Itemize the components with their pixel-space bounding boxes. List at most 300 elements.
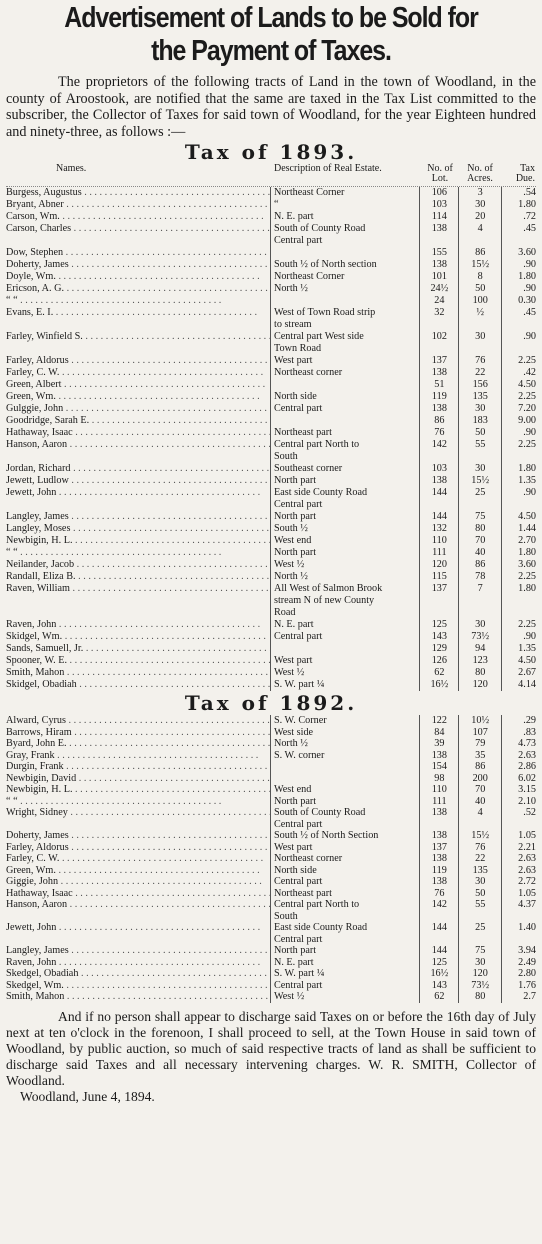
acres: 15½: [458, 830, 501, 842]
owner-name: [6, 980, 270, 992]
owner-name-text: Farley, Winfield S. . . .: [6, 331, 270, 342]
table-row: [6, 583, 536, 619]
tax-due: 1.40: [501, 922, 536, 945]
owner-name-text: Jewett, John . . .: [6, 487, 260, 498]
table-row: [6, 331, 536, 355]
lot-number: 86: [419, 415, 458, 427]
tax-due: .29: [501, 715, 536, 727]
owner-name-text: Hathaway, Isaac . . .: [6, 888, 270, 899]
estate-description: Central part: [270, 980, 419, 992]
tax-due: 3.60: [501, 247, 536, 259]
collector-signature: W. R. SMITH, Collector of Woodland.: [6, 1056, 536, 1088]
lot-number: 138: [419, 830, 458, 842]
owner-name: [6, 367, 270, 379]
tax-due: 4.37: [501, 899, 536, 922]
tax-due: .45: [501, 307, 536, 331]
estate-description: S. W. part ¼: [270, 968, 419, 980]
lot-number: 142: [419, 899, 458, 922]
table-row: [6, 211, 536, 223]
estate-description: North side: [270, 391, 419, 403]
acres: 15½: [458, 475, 501, 487]
estate-description: West part: [270, 355, 419, 367]
lot-number: 103: [419, 463, 458, 475]
tax-due: 2.25: [501, 391, 536, 403]
table-row: [6, 865, 536, 877]
lot-number: 16½: [419, 968, 458, 980]
lot-number: 137: [419, 355, 458, 367]
acres: 86: [458, 761, 501, 773]
owner-name: [6, 379, 270, 391]
owner-name-text: Langley, James . . .: [6, 511, 270, 522]
lot-number: 119: [419, 865, 458, 877]
tax-due: 3.60: [501, 559, 536, 571]
tax-due: 1.80: [501, 271, 536, 283]
estate-description: Northeast part: [270, 427, 419, 439]
lot-number: 101: [419, 271, 458, 283]
table-row: [6, 643, 536, 655]
estate-description: West end: [270, 784, 419, 796]
owner-name-text: Green, Albert . . .: [6, 379, 265, 390]
table-row: [6, 968, 536, 980]
tax-due: .45: [501, 223, 536, 247]
tax-due: 2.49: [501, 957, 536, 969]
estate-description: West part: [270, 655, 419, 667]
owner-name-text: Langley, James . . .: [6, 945, 270, 956]
table-row: [6, 523, 536, 535]
estate-description: S. W. part ¼: [270, 679, 419, 691]
table-row: [6, 187, 536, 199]
estate-description: Northeast part: [270, 888, 419, 900]
table-row: [6, 980, 536, 992]
acres: 200: [458, 773, 501, 785]
owner-name-text: Skedgel, Wm. . . .: [6, 980, 268, 991]
estate-description: S. W. Corner: [270, 715, 419, 727]
owner-name-text: Doherty, James . . .: [6, 830, 270, 841]
tax-due: 3.94: [501, 945, 536, 957]
owner-name-text: Smith, Mahon . . .: [6, 991, 268, 1002]
estate-description: Northeast Corner: [270, 271, 419, 283]
table-row: [6, 259, 536, 271]
column-header-acres: No. of Acres.: [467, 163, 493, 184]
lot-number: 138: [419, 853, 458, 865]
table-row: [6, 957, 536, 969]
lot-number: 138: [419, 223, 458, 247]
acres: 73½: [458, 980, 501, 992]
lot-number: 111: [419, 547, 458, 559]
acres: 76: [458, 355, 501, 367]
lot-number: 62: [419, 667, 458, 679]
tax-due: 1.80: [501, 547, 536, 559]
tax-due: 1.35: [501, 475, 536, 487]
table-row: [6, 379, 536, 391]
owner-name: [6, 547, 270, 559]
owner-name-text: Hathaway, Isaac . . .: [6, 427, 270, 438]
lot-number: 51: [419, 379, 458, 391]
lot-number: 129: [419, 643, 458, 655]
acres: 40: [458, 796, 501, 808]
tax-due: .90: [501, 331, 536, 355]
owner-name-text: Jewett, Ludlow . . .: [6, 475, 270, 486]
lot-number: 144: [419, 945, 458, 957]
owner-name-text: Evans, E. I. . . .: [6, 307, 257, 318]
table-row: [6, 830, 536, 842]
lot-number: 155: [419, 247, 458, 259]
tax-due: 2.21: [501, 842, 536, 854]
owner-name: [6, 223, 270, 247]
owner-name: [6, 738, 270, 750]
owner-name: [6, 968, 270, 980]
owner-name: [6, 247, 270, 259]
lot-number: 103: [419, 199, 458, 211]
table-row: [6, 773, 536, 785]
owner-name: [6, 761, 270, 773]
acres: 94: [458, 643, 501, 655]
acres: 35: [458, 750, 501, 762]
owner-name-text: Goodridge, Sarah E. . . .: [6, 415, 270, 426]
owner-name: [6, 295, 270, 307]
table-row: [6, 796, 536, 808]
lot-number: 138: [419, 259, 458, 271]
acres: 50: [458, 283, 501, 295]
owner-name: [6, 830, 270, 842]
owner-name-text: Durgin, Frank . . .: [6, 761, 267, 772]
table-row: [6, 511, 536, 523]
acres: 10½: [458, 715, 501, 727]
lot-number: 122: [419, 715, 458, 727]
tax-due: 3.15: [501, 784, 536, 796]
estate-description: North side: [270, 865, 419, 877]
acres: 30: [458, 403, 501, 415]
owner-name: [6, 667, 270, 679]
column-header-description: Description of Real Estate.: [274, 163, 382, 174]
acres: 79: [458, 738, 501, 750]
lot-number: 62: [419, 991, 458, 1003]
estate-description: North part: [270, 547, 419, 559]
tax-due: 2.63: [501, 750, 536, 762]
table-row: [6, 738, 536, 750]
lot-number: 144: [419, 511, 458, 523]
acres: 135: [458, 391, 501, 403]
lot-number: 24: [419, 295, 458, 307]
owner-name-text: Green, Wm. . . .: [6, 391, 260, 402]
tax-due: 2.10: [501, 796, 536, 808]
table-row: [6, 619, 536, 631]
tax-due: .90: [501, 283, 536, 295]
lot-number: 125: [419, 619, 458, 631]
section-heading: Tax of 1892.: [184, 691, 358, 715]
acres: 3: [458, 187, 501, 199]
owner-name: [6, 643, 270, 655]
owner-name-text: Sands, Samuell, Jr. . . .: [6, 643, 270, 654]
tax-due: .90: [501, 631, 536, 643]
lot-number: 32: [419, 307, 458, 331]
table-row: [6, 876, 536, 888]
table-row: [6, 295, 536, 307]
lot-number: 125: [419, 957, 458, 969]
tax-due: 1.05: [501, 888, 536, 900]
lot-number: 138: [419, 876, 458, 888]
acres: 25: [458, 922, 501, 945]
table-row: [6, 367, 536, 379]
table-row: [6, 355, 536, 367]
tax-due: 9.00: [501, 415, 536, 427]
acres: 30: [458, 957, 501, 969]
owner-name-text: Langley, Moses . . .: [6, 523, 270, 534]
owner-name: [6, 888, 270, 900]
table-row: [6, 761, 536, 773]
tax-due: 2.67: [501, 667, 536, 679]
table-row: [6, 842, 536, 854]
estate-description: West side: [270, 727, 419, 739]
acres: 73½: [458, 631, 501, 643]
owner-name-text: Carson, Charles . . .: [6, 223, 270, 234]
estate-description: West end: [270, 535, 419, 547]
estate-description: Northeast corner: [270, 853, 419, 865]
lot-number: 114: [419, 211, 458, 223]
owner-name-text: Newbigin, H. L. . . .: [6, 535, 270, 546]
closing-text: And if no person shall appear to discharge said Taxes on or before the 16th day of July next at ten o'clock in the forenoon, I shall proceed to sell, at the Town House in said town of Woodland, by public auction, so much of said respective tracts of land as shall be sufficient to discharge said Taxes and all necessary intervening charges.: [6, 1008, 536, 1072]
table-row: [6, 283, 536, 295]
lot-number: 138: [419, 403, 458, 415]
table-row: [6, 271, 536, 283]
tax-due: 0.30: [501, 295, 536, 307]
tax-tables: [6, 140, 536, 1003]
table-row: [6, 807, 536, 830]
estate-description: North part: [270, 475, 419, 487]
table-row: [6, 415, 536, 427]
tax-due: 2.63: [501, 865, 536, 877]
owner-name: [6, 727, 270, 739]
owner-name-text: Raven, John . . .: [6, 957, 260, 968]
acres: 22: [458, 853, 501, 865]
lot-number: 138: [419, 750, 458, 762]
lot-number: 142: [419, 439, 458, 463]
estate-description: North ½: [270, 283, 419, 295]
lot-number: 98: [419, 773, 458, 785]
acres: 15½: [458, 259, 501, 271]
lot-number: 137: [419, 842, 458, 854]
acres: 86: [458, 247, 501, 259]
column-header-lot: No. of Lot.: [427, 163, 453, 184]
table-row: [6, 750, 536, 762]
owner-name-text: Doyle, Wm. . . .: [6, 271, 260, 282]
lot-number: 102: [419, 331, 458, 355]
estate-description: N. E. part: [270, 957, 419, 969]
owner-name: [6, 271, 270, 283]
owner-name-text: Newbigin, H. L. . . .: [6, 784, 270, 795]
owner-name-text: Newbigin, David . . .: [6, 773, 270, 784]
acres: 75: [458, 511, 501, 523]
owner-name: [6, 187, 270, 199]
estate-description: Central part North to South: [270, 439, 419, 463]
acres: 7: [458, 583, 501, 619]
intro-paragraph: The proprietors of the following tracts of Land in the town of Woodland, in the county of Aroostook, are notified that the same are taxed in the Tax List committed to the subscriber, the Collector of Taxes for said town of Woodland, for the year Eighteen hundred and ninety-three, as follows :—: [6, 74, 536, 140]
estate-description: Central part: [270, 631, 419, 643]
owner-name: [6, 427, 270, 439]
owner-name: [6, 796, 270, 808]
owner-name-text: Alward, Cyrus . . .: [6, 715, 270, 726]
table-row: [6, 439, 536, 463]
acres: 30: [458, 876, 501, 888]
lot-number: 110: [419, 535, 458, 547]
tax-due: 2.72: [501, 876, 536, 888]
acres: 76: [458, 842, 501, 854]
acres: 70: [458, 784, 501, 796]
owner-name-text: “ “ . . .: [6, 295, 221, 306]
acres: 4: [458, 223, 501, 247]
table-row: [6, 559, 536, 571]
estate-description: West ½: [270, 559, 419, 571]
owner-name: [6, 957, 270, 969]
tax-due: 2.63: [501, 853, 536, 865]
tax-due: 2.70: [501, 535, 536, 547]
owner-name-text: Doherty, James . . .: [6, 259, 270, 270]
acres: 4: [458, 807, 501, 830]
estate-description: North ½: [270, 571, 419, 583]
table-row: [6, 307, 536, 331]
owner-name: [6, 559, 270, 571]
tax-due: 1.80: [501, 463, 536, 475]
owner-name-text: “ “ . . .: [6, 796, 221, 807]
estate-description: Central part North to South: [270, 899, 419, 922]
section-heading: Tax of 1893.: [184, 140, 358, 164]
owner-name-text: Hanson, Aaron . . .: [6, 439, 270, 450]
acres: 30: [458, 463, 501, 475]
owner-name-text: Giggie, John . . .: [6, 876, 262, 887]
estate-description: Central part: [270, 403, 419, 415]
estate-description: [270, 643, 419, 655]
lot-number: 24½: [419, 283, 458, 295]
lot-number: 39: [419, 738, 458, 750]
lot-number: 16½: [419, 679, 458, 691]
owner-name: [6, 750, 270, 762]
estate-description: All West of Salmon Brook stream N of new County Road: [270, 583, 419, 619]
owner-name: [6, 715, 270, 727]
acres: 107: [458, 727, 501, 739]
lot-number: 119: [419, 391, 458, 403]
table-row: [6, 784, 536, 796]
owner-name: [6, 571, 270, 583]
tax-due: 2.25: [501, 619, 536, 631]
estate-description: Central part West side Town Road: [270, 331, 419, 355]
tax-due: 1.76: [501, 980, 536, 992]
lot-number: 154: [419, 761, 458, 773]
lot-number: 138: [419, 475, 458, 487]
acres: 40: [458, 547, 501, 559]
table-row: [6, 247, 536, 259]
acres: 183: [458, 415, 501, 427]
estate-description: South ½ of North Section: [270, 830, 419, 842]
lot-number: 115: [419, 571, 458, 583]
estate-description: [270, 773, 419, 785]
lot-number: 138: [419, 367, 458, 379]
acres: 50: [458, 888, 501, 900]
owner-name-text: Spooner, W. E. . . .: [6, 655, 270, 666]
table-row: [6, 922, 536, 945]
table-row: [6, 391, 536, 403]
lot-number: 126: [419, 655, 458, 667]
owner-name-text: Farley, C. W. . . .: [6, 853, 263, 864]
tax-due: 4.50: [501, 379, 536, 391]
estate-description: South ½: [270, 523, 419, 535]
tax-due: 2.7: [501, 991, 536, 1003]
acres: 50: [458, 427, 501, 439]
estate-description: South ½ of North section: [270, 259, 419, 271]
estate-description: Northeast corner: [270, 367, 419, 379]
owner-name: [6, 211, 270, 223]
owner-name: [6, 773, 270, 785]
estate-description: Central part: [270, 876, 419, 888]
owner-name: [6, 487, 270, 511]
estate-description: South of County Road Central part: [270, 807, 419, 830]
acres: 30: [458, 331, 501, 355]
table-row: [6, 853, 536, 865]
table-row: [6, 463, 536, 475]
acres: 80: [458, 523, 501, 535]
estate-description: West part: [270, 842, 419, 854]
owner-name-text: Carson, Wm. . . .: [6, 211, 264, 222]
estate-description: West ½: [270, 991, 419, 1003]
lot-number: 144: [419, 487, 458, 511]
owner-name: [6, 922, 270, 945]
table-row: [6, 199, 536, 211]
owner-name-text: Wright, Sidney . . .: [6, 807, 270, 818]
estate-description: South of County Road Central part: [270, 223, 419, 247]
column-header-due: Tax Due.: [515, 163, 535, 184]
owner-name: [6, 619, 270, 631]
table-row: [6, 403, 536, 415]
table-row: [6, 727, 536, 739]
acres: 120: [458, 968, 501, 980]
acres: 55: [458, 899, 501, 922]
owner-name-text: Smith, Mahon . . .: [6, 667, 268, 678]
table-row: [6, 535, 536, 547]
owner-name: [6, 391, 270, 403]
tax-due: 1.80: [501, 199, 536, 211]
tax-due: 1.05: [501, 830, 536, 842]
owner-name-text: Byard, John E. . . .: [6, 738, 270, 749]
estate-description: S. W. corner: [270, 750, 419, 762]
tax-due: 1.80: [501, 583, 536, 619]
owner-name: [6, 853, 270, 865]
column-headers: [6, 164, 536, 187]
tax-due: 7.20: [501, 403, 536, 415]
tax-due: 4.50: [501, 655, 536, 667]
owner-name-text: Raven, John . . .: [6, 619, 260, 630]
estate-description: N. E. part: [270, 211, 419, 223]
tax-due: 2.80: [501, 968, 536, 980]
owner-name-text: Gray, Frank . . .: [6, 750, 258, 761]
estate-description: [270, 295, 419, 307]
tax-due: .52: [501, 807, 536, 830]
acres: 22: [458, 367, 501, 379]
owner-name-text: Skedgel, Obadiah . . .: [6, 968, 270, 979]
closing-paragraph: [6, 1009, 536, 1089]
estate-description: [270, 415, 419, 427]
estate-description: East side County Road Central part: [270, 922, 419, 945]
acres: 25: [458, 487, 501, 511]
owner-name: [6, 403, 270, 415]
owner-name-text: Jordan, Richard . . .: [6, 463, 270, 474]
owner-name: [6, 865, 270, 877]
acres: 70: [458, 535, 501, 547]
tax-due: 2.25: [501, 439, 536, 463]
owner-name-text: Jewett, John . . .: [6, 922, 260, 933]
owner-name: [6, 535, 270, 547]
lot-number: 76: [419, 888, 458, 900]
table-row: [6, 223, 536, 247]
table-row: [6, 945, 536, 957]
